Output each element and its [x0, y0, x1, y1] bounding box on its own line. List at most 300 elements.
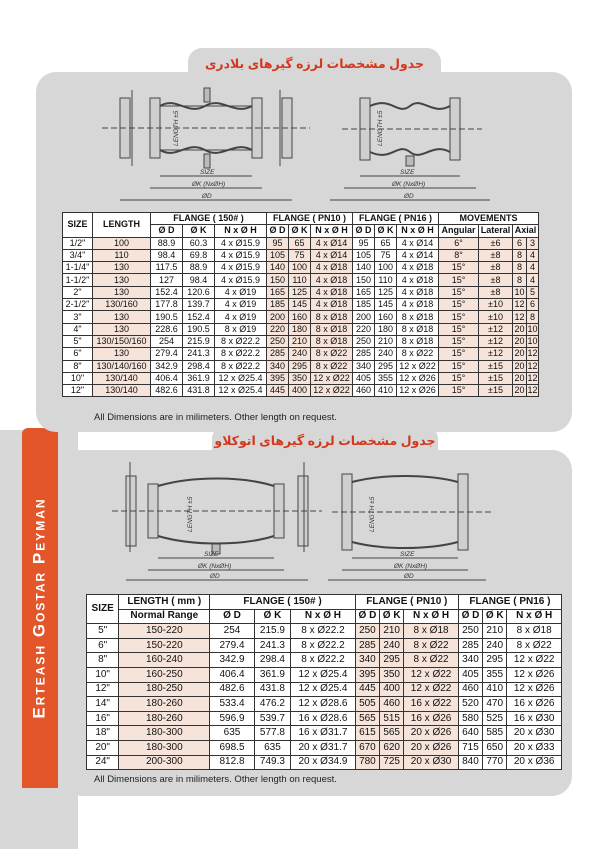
table-cell: 8 x Ø22.2 [215, 348, 267, 360]
table-cell: 15° [439, 274, 479, 286]
table-cell: 12 [514, 311, 525, 322]
table-cell: 20 x Ø36 [507, 755, 562, 770]
table-row [63, 335, 539, 347]
table-cell: 620 [380, 740, 404, 755]
table-cell: 75 [375, 249, 397, 261]
table-cell: 20 [514, 360, 525, 371]
table-cell: 12 x Ø22 [404, 682, 459, 697]
table-cell: 482.6 [210, 682, 254, 697]
th2-size: SIZE [87, 595, 119, 624]
table-cell: 16 x Ø30 [507, 711, 562, 726]
row-size-cell: 12" [63, 385, 93, 397]
table-cell: 20 x Ø33 [507, 740, 562, 755]
table-cell: 482.6 [151, 385, 183, 397]
table-cell: 295 [289, 360, 311, 372]
table-cell: 298.4 [254, 653, 290, 668]
table-cell: 8 x Ø22 [311, 348, 353, 360]
table-cell: 250 [267, 335, 289, 347]
table-cell: 15° [439, 262, 479, 274]
table-cell: 20 x Ø31.7 [291, 740, 356, 755]
th-od: Ø D [267, 225, 289, 237]
table-cell: 130/160 [93, 299, 151, 311]
table-cell: 577.8 [254, 726, 290, 741]
section1-note: All Dimensions are in milimeters. Other length on request. [94, 412, 337, 423]
th2-ok: Ø K [380, 609, 404, 624]
table-cell: 4 x Ø15.9 [215, 249, 267, 261]
table-cell: 4 [527, 274, 539, 286]
th-size: SIZE [63, 213, 93, 238]
th-od: Ø D [151, 225, 183, 237]
table-cell: 12 x Ø26 [507, 682, 562, 697]
table-row [63, 237, 539, 249]
row-size-cell: 10" [63, 372, 93, 384]
table-cell: 65 [289, 237, 311, 249]
table-cell: 20 x Ø30 [404, 755, 459, 770]
table-cell: 4 [527, 262, 539, 274]
section1-table-body [63, 237, 539, 397]
table-cell: 650 [483, 740, 507, 755]
table-cell: 295 [483, 653, 507, 668]
table-cell: 355 [375, 372, 397, 384]
table-cell: 460 [380, 697, 404, 712]
table-cell: 342.9 [210, 653, 254, 668]
section2-drawing [112, 456, 522, 586]
table-cell: 340 [353, 360, 375, 372]
table-cell: 12 x Ø25.4 [215, 372, 267, 384]
table-row [87, 697, 562, 712]
th-od: Ø D [353, 225, 375, 237]
table-cell: 635 [210, 726, 254, 741]
table-cell: 130/140 [93, 372, 151, 384]
table-cell: 220 [353, 323, 375, 335]
table-cell: 15° [439, 348, 479, 360]
th2-ok: Ø K [483, 609, 507, 624]
table-cell: 4 x Ø18 [311, 286, 353, 298]
row-size-cell: 4" [63, 323, 93, 335]
dim-size-4: SIZE [400, 551, 415, 558]
table-cell: 698.5 [210, 740, 254, 755]
table-cell: 470 [483, 697, 507, 712]
th2-length: LENGTH ( mm ) [119, 595, 210, 610]
table-cell: 285 [355, 638, 379, 653]
table-cell: 150-220 [119, 624, 210, 639]
table-cell: 145 [289, 299, 311, 311]
table-cell: 8 x Ø18 [397, 311, 439, 323]
table-cell: 431.8 [183, 385, 215, 397]
table-cell: 100 [289, 262, 311, 274]
table-cell: 8 x Ø22.2 [215, 335, 267, 347]
table-cell: 250 [355, 624, 379, 639]
table-cell: 8 [527, 311, 539, 323]
dim-ok-4: ØK (NxØH) [394, 563, 428, 570]
table-cell: 406.4 [210, 667, 254, 682]
table-cell: 180 [289, 323, 311, 335]
table-row [87, 755, 562, 770]
table-cell: 20 [514, 323, 525, 334]
table-cell: ±12 [479, 323, 513, 335]
table-cell: 125 [289, 286, 311, 298]
table-cell: ±15 [479, 360, 513, 372]
table-cell: 445 [355, 682, 379, 697]
table-cell: 4 x Ø18 [311, 262, 353, 274]
table-cell: 110 [289, 274, 311, 286]
table-row [63, 299, 539, 311]
table-cell: 65 [375, 237, 397, 249]
dim-od-4: ØD [404, 573, 414, 580]
table-cell: 127 [151, 274, 183, 286]
table-cell: 4 x Ø18 [311, 299, 353, 311]
table-cell: 165 [267, 286, 289, 298]
table-cell: 6 [513, 237, 527, 249]
table-cell: 200-300 [119, 755, 210, 770]
th-flange-pn16: FLANGE ( PN16 ) [353, 213, 439, 225]
table-cell: 254 [151, 335, 183, 347]
table-cell: ±10 [479, 299, 513, 311]
table-cell: 95 [353, 237, 375, 249]
table-cell: 180-250 [119, 682, 210, 697]
th-nxoh: N x Ø H [311, 225, 353, 237]
table-cell: 160 [375, 311, 397, 323]
dim-length-3: LENGTH ±5 [187, 496, 194, 532]
table-cell: 20 x Ø34.9 [291, 755, 356, 770]
table-cell: 130 [93, 286, 151, 298]
th2-flange150: FLANGE ( 150# ) [210, 595, 356, 610]
section2-title-tab [212, 425, 438, 455]
table-cell: 6 [527, 299, 539, 311]
table-cell: 780 [355, 755, 379, 770]
table-cell: 8 x Ø22.2 [291, 653, 356, 668]
table-cell: 240 [289, 348, 311, 360]
table-cell: 130 [93, 323, 151, 335]
table-cell: 8 x Ø18 [404, 624, 459, 639]
table-cell: 130/140/160 [93, 360, 151, 372]
table-cell: 16 x Ø31.7 [291, 726, 356, 741]
table-cell: 20 [514, 385, 525, 396]
table-cell: 12 x Ø22 [311, 372, 353, 384]
table-cell: 125 [375, 286, 397, 298]
th2-flange-pn16: FLANGE ( PN16 ) [458, 595, 561, 610]
table-cell: 120.6 [183, 286, 215, 298]
table-cell: 4 x Ø14 [397, 237, 439, 249]
table-cell: ±8 [479, 274, 513, 286]
section1-table [62, 212, 539, 397]
table-cell: 4 x Ø19 [215, 311, 267, 323]
th-ok: Ø K [375, 225, 397, 237]
row-size-cell: 3/4" [63, 249, 93, 261]
table-cell: 15° [439, 286, 479, 298]
table-cell: 840 [458, 755, 482, 770]
table-cell: 160 [289, 311, 311, 323]
table-cell: 539.7 [254, 711, 290, 726]
table-cell: 4 x Ø15.9 [215, 237, 267, 249]
table-cell: 6° [439, 237, 479, 249]
table-cell: ±8 [479, 249, 513, 261]
table-cell: 505 [355, 697, 379, 712]
table-cell: 210 [483, 624, 507, 639]
dim-od-2: ØD [404, 193, 414, 200]
table-cell: 585 [483, 726, 507, 741]
table-cell: 210 [375, 335, 397, 347]
table-cell: 340 [458, 653, 482, 668]
table-cell: 565 [380, 726, 404, 741]
table-cell: ±10 [479, 311, 513, 323]
table-row [63, 286, 539, 298]
table-cell: 460 [458, 682, 482, 697]
table-cell: 8° [439, 249, 479, 261]
table-cell: 8 x Ø19 [215, 323, 267, 335]
table-cell: 185 [267, 299, 289, 311]
table-cell: 240 [375, 348, 397, 360]
dim-length-4: LENGTH ±5 [369, 496, 376, 532]
table-cell: 20 [514, 336, 525, 347]
table-cell: 4 x Ø14 [397, 249, 439, 261]
table-row [63, 262, 539, 274]
table-cell: ±15 [479, 385, 513, 397]
dim-od: ØD [202, 193, 212, 200]
th-flange150: FLANGE ( 150# ) [151, 213, 267, 225]
table-row [87, 740, 562, 755]
table-cell: 228.6 [151, 323, 183, 335]
table-cell: 8 x Ø18 [311, 311, 353, 323]
table-cell: 12 [514, 299, 525, 310]
row-size-cell: 2" [63, 286, 93, 298]
table-cell: 130/150/160 [93, 335, 151, 347]
table-cell: 4 x Ø18 [311, 274, 353, 286]
table-cell: ±8 [479, 286, 513, 298]
table-cell: 145 [375, 299, 397, 311]
table-cell: 533.4 [210, 697, 254, 712]
table-cell: 340 [355, 653, 379, 668]
table-cell: 406.4 [151, 372, 183, 384]
table-cell: 361.9 [254, 667, 290, 682]
dim-length: LENGTH ±5 [173, 110, 180, 146]
table-cell: 725 [380, 755, 404, 770]
table-cell: 4 x Ø14 [311, 249, 353, 261]
table-cell: 12 x Ø26 [397, 385, 439, 397]
table-cell: 250 [353, 335, 375, 347]
table-cell: 177.8 [151, 299, 183, 311]
section1-title: جدول مشخصات لرزه گیرهای بلادری [204, 56, 425, 71]
table-cell: 15° [439, 372, 479, 384]
table-cell: 298.4 [183, 360, 215, 372]
table-cell: 150 [267, 274, 289, 286]
table-cell: 180 [375, 323, 397, 335]
table-cell: 254 [210, 624, 254, 639]
dim-size-3: SIZE [204, 551, 219, 558]
table-cell: 15° [439, 335, 479, 347]
table-cell: 4 x Ø18 [397, 274, 439, 286]
section2-title: جدول مشخصات لرزه گیرهای اتوکلاو [214, 433, 436, 448]
row-size-cell: 14" [87, 697, 119, 712]
table-cell: 240 [483, 638, 507, 653]
th-angular: Angular [439, 225, 479, 237]
table-cell: 117.5 [151, 262, 183, 274]
table-cell: 110 [93, 249, 151, 261]
table-cell: 190.5 [151, 311, 183, 323]
table-cell: 12 x Ø26 [507, 667, 562, 682]
table-cell: 355 [483, 667, 507, 682]
table-cell: 16 x Ø28.6 [291, 711, 356, 726]
table-cell: ±12 [479, 335, 513, 347]
table-cell: 350 [380, 667, 404, 682]
table-cell: 8 x Ø22 [311, 360, 353, 372]
table-cell: 8 x Ø22 [404, 638, 459, 653]
row-size-cell: 12" [87, 682, 119, 697]
table-cell: 8 x Ø18 [507, 624, 562, 639]
table-row [63, 360, 539, 372]
table-row [87, 638, 562, 653]
table-cell: ±15 [479, 372, 513, 384]
section1-title-tab [188, 48, 441, 78]
table-row [63, 311, 539, 323]
table-cell: 12 [527, 348, 538, 359]
table-cell: 20 [514, 373, 525, 383]
table-cell: 410 [375, 385, 397, 397]
table-cell: 5 [527, 286, 539, 298]
dim-ok-2: ØK (NxØH) [392, 181, 426, 188]
table-cell: 130 [93, 262, 151, 274]
table-cell: 210 [380, 624, 404, 639]
table-cell: 361.9 [183, 372, 215, 384]
table-cell: 8 x Ø18 [311, 323, 353, 335]
table-cell: 12 x Ø22 [397, 360, 439, 372]
section2-table [86, 594, 562, 770]
table-row [63, 348, 539, 360]
row-size-cell: 8" [63, 360, 93, 372]
table-cell: 250 [458, 624, 482, 639]
row-size-cell: 20" [87, 740, 119, 755]
section2-table-body [87, 624, 562, 770]
table-cell: 640 [458, 726, 482, 741]
table-cell: 241.3 [183, 348, 215, 360]
section1-drawing [92, 84, 520, 208]
table-cell: 180-260 [119, 711, 210, 726]
table-cell: 4 x Ø19 [215, 286, 267, 298]
table-row [63, 249, 539, 261]
table-cell: 140 [267, 262, 289, 274]
table-cell: 20 x Ø26 [404, 740, 459, 755]
dim-ok: ØK (NxØH) [192, 181, 226, 188]
th-nxoh: N x Ø H [397, 225, 439, 237]
brand-text-wrap [22, 428, 58, 788]
brand-name: Erteash Gostar Peyman [30, 497, 50, 719]
table-cell: 12 x Ø28.6 [291, 697, 356, 712]
table-cell: 15° [439, 360, 479, 372]
table-cell: 160-250 [119, 667, 210, 682]
table-cell: 279.4 [151, 348, 183, 360]
section2-note: All Dimensions are in milimeters. Other length on request. [94, 774, 337, 785]
table-cell: 12 x Ø26 [397, 372, 439, 384]
table-cell: 215.9 [254, 624, 290, 639]
table-cell: 285 [458, 638, 482, 653]
table-cell: 180-260 [119, 697, 210, 712]
table-cell: 8 x Ø18 [397, 335, 439, 347]
table-cell: 340 [267, 360, 289, 372]
table-cell: 200 [353, 311, 375, 323]
table-cell: 295 [380, 653, 404, 668]
table-cell: 4 [527, 249, 539, 261]
th2-normal-range: Normal Range [119, 609, 210, 624]
table-cell: 395 [267, 372, 289, 384]
table-cell: 210 [289, 335, 311, 347]
table-cell: 200 [267, 311, 289, 323]
table-cell: 20 x Ø26 [404, 726, 459, 741]
table-cell: 4 x Ø18 [397, 286, 439, 298]
table-cell: 130 [93, 348, 151, 360]
table-cell: ±6 [479, 237, 513, 249]
th-lateral: Lateral [479, 225, 513, 237]
table-cell: 12 x Ø22 [507, 653, 562, 668]
table-cell: 295 [375, 360, 397, 372]
table-cell: 150 [353, 274, 375, 286]
table-cell: 410 [483, 682, 507, 697]
table-cell: 4 x Ø15.9 [215, 262, 267, 274]
table-cell: 88.9 [151, 237, 183, 249]
table-cell: 405 [353, 372, 375, 384]
row-size-cell: 1/2" [63, 237, 93, 249]
table-cell: 75 [289, 249, 311, 261]
table-row [87, 667, 562, 682]
table-cell: 100 [93, 237, 151, 249]
table-cell: 150-220 [119, 638, 210, 653]
table-cell: 400 [380, 682, 404, 697]
th2-nxoh: N x Ø H [291, 609, 356, 624]
table-cell: 20 [514, 348, 525, 359]
table-cell: 12 [527, 385, 538, 396]
table-cell: 95 [267, 237, 289, 249]
table-cell: ±8 [479, 262, 513, 274]
row-size-cell: 1-1/4" [63, 262, 93, 274]
table-cell: 400 [289, 385, 311, 397]
table-cell: 16 x Ø26 [507, 697, 562, 712]
table-cell: 350 [289, 372, 311, 384]
th2-nxoh: N x Ø H [507, 609, 562, 624]
table-cell: 8 x Ø22 [397, 348, 439, 360]
table-row [63, 274, 539, 286]
table-cell: 12 [527, 373, 538, 383]
th-movements: MOVEMENTS [439, 213, 539, 225]
table-cell: 20 x Ø30 [507, 726, 562, 741]
table-cell: 185 [353, 299, 375, 311]
table-cell: 165 [353, 286, 375, 298]
table-cell: 110 [375, 274, 397, 286]
th2-ok: Ø K [254, 609, 290, 624]
dim-size: SIZE [200, 169, 215, 176]
th-axial: Axial [513, 225, 539, 237]
table-cell: 445 [267, 385, 289, 397]
table-cell: 8 x Ø22.2 [215, 360, 267, 372]
table-cell: 130/140 [93, 385, 151, 397]
table-cell: 4 x Ø18 [397, 262, 439, 274]
table-cell: 105 [267, 249, 289, 261]
table-cell: 98.4 [183, 274, 215, 286]
table-cell: 285 [353, 348, 375, 360]
th2-od: Ø D [458, 609, 482, 624]
row-size-cell: 8" [87, 653, 119, 668]
table-cell: 139.7 [183, 299, 215, 311]
table-cell: 240 [380, 638, 404, 653]
dim-size-2: SIZE [400, 169, 415, 176]
row-size-cell: 6" [87, 638, 119, 653]
table-row [87, 726, 562, 741]
table-cell: 180-300 [119, 726, 210, 741]
table-cell: 3 [527, 237, 539, 249]
th-ok: Ø K [289, 225, 311, 237]
row-size-cell: 6" [63, 348, 93, 360]
dim-od-3: ØD [210, 573, 220, 580]
th-nxoh: N x Ø H [215, 225, 267, 237]
table-cell: 60.3 [183, 237, 215, 249]
